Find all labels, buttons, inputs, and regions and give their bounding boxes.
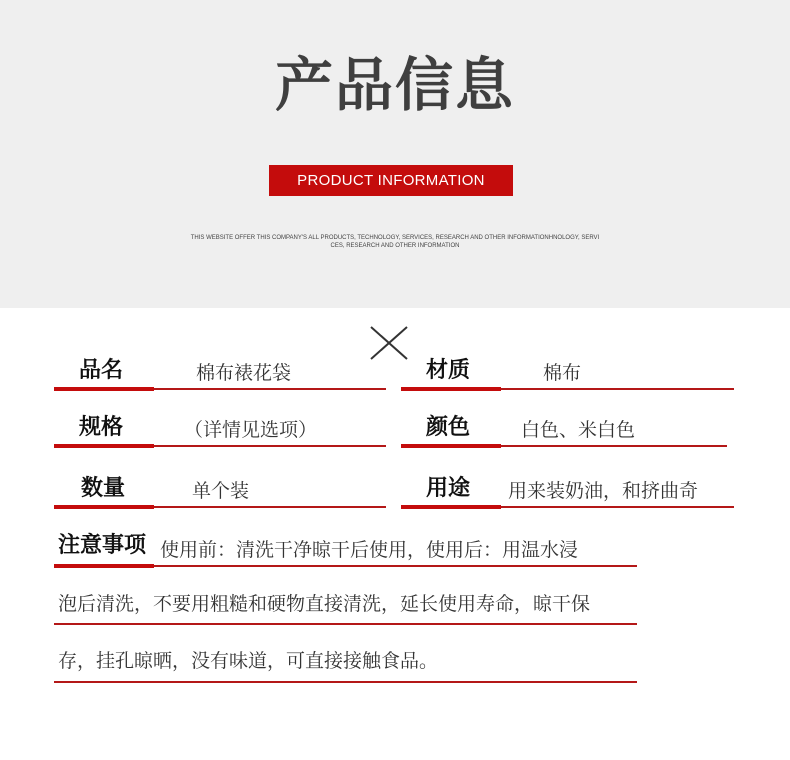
- field-name-label: 品名: [79, 358, 124, 383]
- field-usage: [401, 474, 734, 508]
- notes-line-1: 使用前：清洗干净晾干后使用，使用后：用温水浸: [160, 539, 579, 561]
- field-spec: [54, 413, 386, 447]
- field-material-accent: [401, 387, 501, 391]
- field-material: [401, 356, 734, 390]
- field-spec-accent: [54, 444, 154, 448]
- field-usage-accent: [401, 505, 501, 509]
- notes-underline-3: [54, 681, 637, 683]
- field-usage-label: 用途: [426, 476, 471, 501]
- field-material-underline: [501, 388, 734, 390]
- field-name: [54, 356, 386, 390]
- field-color-accent: [401, 444, 501, 448]
- field-quantity: [54, 474, 386, 508]
- field-material-label: 材质: [426, 358, 471, 383]
- field-name-accent: [54, 387, 154, 391]
- field-spec-value: （详情见选项）: [184, 419, 318, 441]
- notes-label: 注意事项: [58, 533, 147, 558]
- page-title: 产品信息: [274, 51, 515, 119]
- notes-accent: [54, 564, 154, 568]
- field-name-underline: [154, 388, 386, 390]
- field-usage-underline: [501, 506, 734, 508]
- field-quantity-accent: [54, 505, 154, 509]
- field-quantity-value: 单个装: [192, 480, 250, 502]
- field-color-label: 颜色: [426, 415, 471, 440]
- field-color-value: 白色、米白色: [521, 419, 636, 441]
- field-usage-value: 用来装奶油，和挤曲奇: [508, 480, 699, 502]
- field-color: [401, 413, 727, 447]
- notes-underline-1: [154, 565, 637, 567]
- notes-line-3: 存，挂孔晾晒，没有味道，可直接接触食品。: [58, 650, 439, 672]
- field-color-underline: [501, 445, 727, 447]
- field-quantity-underline: [154, 506, 386, 508]
- section-badge: PRODUCT INFORMATION: [269, 165, 513, 196]
- field-spec-label: 规格: [79, 415, 124, 440]
- field-spec-underline: [154, 445, 386, 447]
- notes-line-2: 泡后清洗，不要用粗糙和硬物直接清洗，延长使用寿命，晾干保: [58, 593, 591, 615]
- field-name-value: 棉布裱花袋: [196, 362, 292, 384]
- notes-underline-2: [54, 623, 637, 625]
- field-material-value: 棉布: [543, 362, 582, 384]
- field-quantity-label: 数量: [81, 476, 126, 501]
- header-banner: [0, 0, 790, 308]
- header-blurb: THIS WEBSITE OFFER THIS COMPANY'S ALL PRODUCTS, TECHNOLOGY, SERVICES, RESEARCH AND OTHER INFORMATIONHNOLOGY, SERVICES, RESEARCH AND OTHER INFORMATION: [190, 235, 600, 249]
